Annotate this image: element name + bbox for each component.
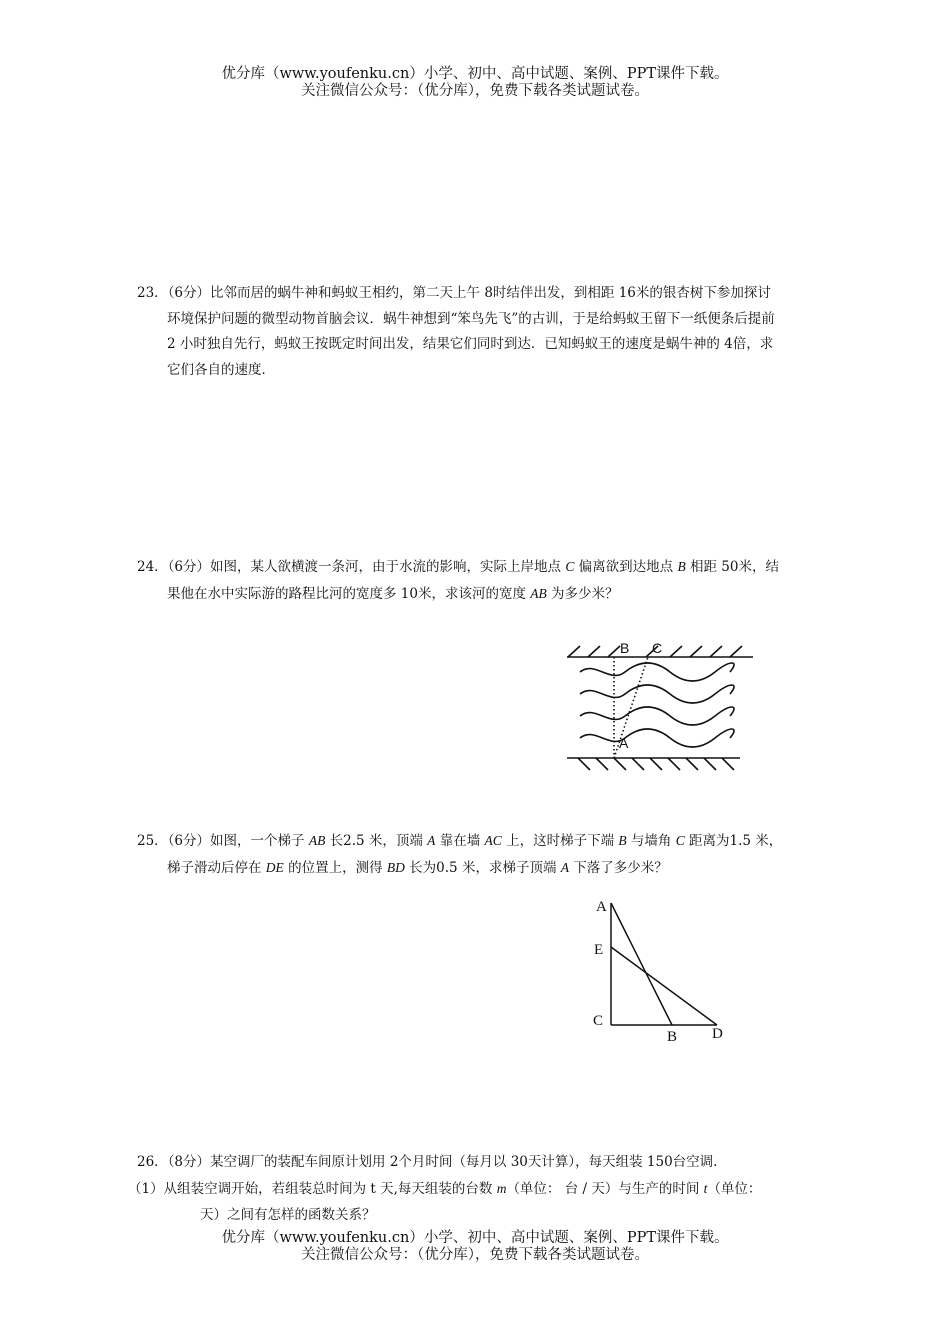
q25-var: BD	[386, 859, 405, 875]
q24-text: 为多少米？	[546, 585, 619, 602]
footer-line-1: 优分库（www.youfenku.cn）小学、初中、高中试题、案例、PPT课件下载。	[221, 1230, 729, 1246]
label-a: A	[596, 899, 607, 915]
q25-text: 距离为1.5 米，	[684, 833, 783, 849]
label-b: B	[667, 1029, 678, 1045]
q24-var: AB	[530, 585, 547, 601]
q25-var: DE	[265, 859, 284, 875]
label-c: C	[652, 640, 663, 656]
q25-text: 梯子滑动后停在	[167, 859, 266, 876]
q26-var: m	[496, 1181, 507, 1196]
question-24	[137, 554, 779, 607]
bottom-bank-hatch	[578, 758, 734, 770]
q24-text: 偏离欲到达地点	[574, 559, 678, 575]
header-line-1: 优分库（www.youfenku.cn）小学、初中、高中试题、案例、PPT课件下载。	[221, 66, 729, 82]
header-line-2: 关注微信公众号：（优分库），免费下载各类试题试卷。	[301, 83, 649, 99]
q25-text: 长2.5 米，顶端	[325, 833, 428, 849]
q26-sub1-line-2: 天）之间有怎样的函数关系？	[200, 1206, 376, 1223]
q26-text: （1）从组装空调开始，若组装总时间为 t 天,每天组装的台数	[128, 1181, 497, 1197]
q25-text: 的位置上，测得	[283, 859, 387, 876]
q25-text: 靠在墙	[435, 833, 485, 849]
q25-var: AC	[484, 833, 502, 848]
q23-line-3: 2 小时独自先行，蚂蚁王按既定时间出发，结果它们同时到达．已知蚂蚁王的速度是蜗牛神的 4倍，求	[167, 336, 774, 352]
question-23	[137, 281, 775, 383]
river-figure	[560, 632, 760, 772]
q25-var: AB	[308, 833, 326, 848]
label-b: B	[620, 640, 630, 656]
question-number: 26．	[137, 1154, 168, 1170]
ladder-de	[611, 947, 717, 1025]
question-26-part-1	[128, 1176, 761, 1228]
label-c: C	[593, 1013, 604, 1029]
q25-text: （6分）如图，一个梯子	[167, 833, 309, 849]
question-26	[137, 1150, 717, 1176]
page-header	[0, 66, 950, 100]
question-number: 24．	[137, 559, 168, 575]
q25-var: A	[560, 859, 569, 875]
q24-text: 果他在水中实际游的路程比河的宽度多 10米，求该河的宽度	[167, 585, 531, 602]
q23-line-2: 环境保护问题的微型动物首脑会议．蜗牛神想到“笨鸟先飞”的古训，于是给蚂蚁王留下一纸便条后提前	[167, 310, 775, 327]
q25-text: 下落了多少米？	[568, 859, 668, 876]
footer-line-2: 关注微信公众号：（优分库），免费下载各类试题试卷。	[301, 1247, 649, 1263]
question-number: 25．	[137, 833, 168, 849]
q23-line-4: 它们各自的速度．	[167, 361, 275, 378]
question-number: 23．	[137, 285, 168, 301]
q25-text: 上，这时梯子下端	[501, 833, 619, 849]
q24-var: B	[677, 559, 686, 574]
label-d: D	[712, 1026, 723, 1042]
q25-text: 与墙角	[626, 833, 676, 849]
q26-text: （单位： 台 / 天）与生产的时间	[506, 1181, 704, 1197]
q24-text: 相距 50米，结	[685, 559, 779, 575]
q26-text: （单位：	[707, 1181, 762, 1197]
q26-line-1: （8分）某空调厂的装配车间原计划用 2个月时间（每月以 30天计算），每天组装 150台空调.	[167, 1154, 718, 1170]
q25-var: A	[427, 833, 436, 848]
label-e: E	[594, 942, 604, 958]
ladder-figure	[585, 895, 735, 1055]
q25-var: C	[675, 833, 685, 848]
water-waves	[580, 663, 734, 747]
q25-var: B	[618, 833, 627, 848]
q24-var: C	[565, 559, 575, 574]
q24-text: （6分）如图，某人欲横渡一条河，由于水流的影响，实际上岸地点	[167, 559, 566, 575]
ladder-ab	[611, 903, 672, 1025]
q23-line-1: （6分）比邻而居的蜗牛神和蚂蚁王相约，第二天上午 8时结伴出发，到相距 16米的银杏树下参加探讨	[167, 285, 771, 301]
q25-text: 长为0.5 米，求梯子顶端	[404, 859, 561, 876]
label-a: A	[619, 735, 629, 751]
q26-var: t	[703, 1181, 708, 1196]
question-25	[137, 828, 782, 881]
page-footer	[0, 1230, 950, 1264]
